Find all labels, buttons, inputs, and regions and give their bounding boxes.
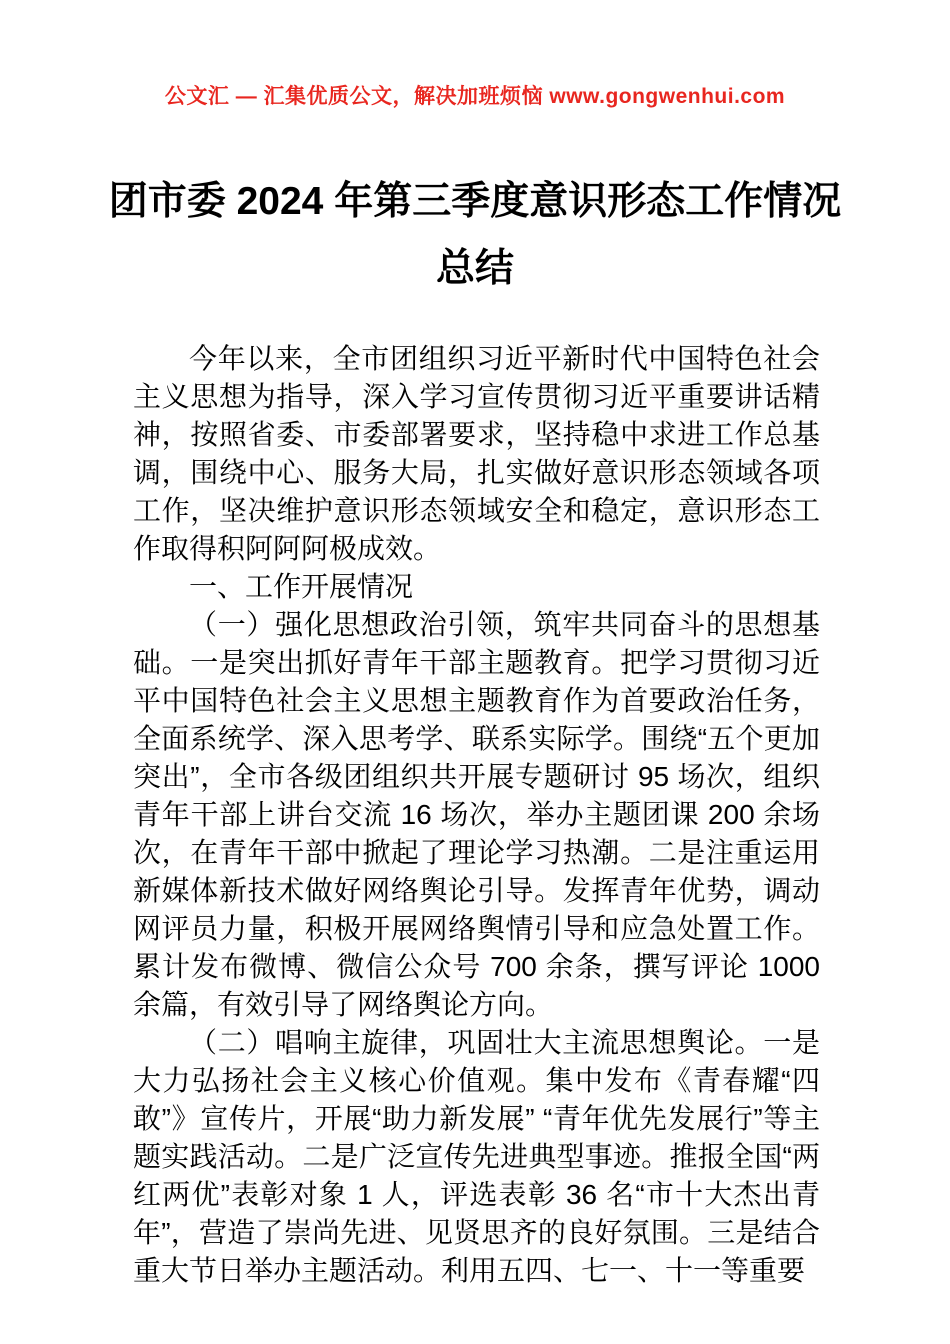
paragraph-section1-item2: （二）唱响主旋律，巩固壮大主流思想舆论。一是大力弘扬社会主义核心价值观。集中发布《青春耀“四敢”》宣传片，开展“助力新发展” “青年优先发展行”等主题实践活动。二是广泛宣传先进典型事迹。推报全国“两红两优”表彰对象 1 人，评选表彰 36 名“市十大杰出青年”，营造了崇尚先进、见贤思齐的良好氛围。三是结合重大节日举办主题活动。利用五四、七一、十一等重要 (133, 1027, 820, 1286)
paragraph-section1-item1: （一）强化思想政治引领，筑牢共同奋斗的思想基础。一是突出抓好青年干部主题教育。把学习贯彻习近平中国特色社会主义思想主题教育作为首要政治任务，全面系统学、深入思考学、联系实际学。围绕“五个更加突出”，全市各级团组织共开展专题研讨 95 场次，组织青年干部上讲台交流 16 场次，举办主题团课 200 余场次，在青年干部中掀起了理论学习热潮。二是注重运用新媒体新技术做好网络舆论引导。发挥青年优势，调动网评员力量，积极开展网络舆情引导和应急处置工作。累计发布微博、微信公众号 700 余条，撰写评论 1000 余篇，有效引导了网络舆论方向。 (133, 609, 820, 1020)
document-title-line-2: 总结 (435, 247, 514, 290)
site-watermark-header: 公文汇 — 汇集优质公文，解决加班烦恼 www.gongwenhui.com (164, 85, 786, 108)
document-body (133, 340, 820, 1290)
paragraph-intro: 今年以来，全市团组织习近平新时代中国特色社会主义思想为指导，深入学习宣传贯彻习近平重要讲话精神，按照省委、市委部署要求，坚持稳中求进工作总基调，围绕中心、服务大局，扎实做好意识形态领域各项工作，坚决维护意识形态领域安全和稳定，意识形态工作取得积阿阿阿极成效。 (133, 343, 820, 564)
section-heading-work-progress: 一、工作开展情况 (189, 571, 414, 602)
document-title-line-1: 团市委 2024 年第三季度意识形态工作情况 (108, 180, 842, 223)
document-title (70, 168, 880, 302)
